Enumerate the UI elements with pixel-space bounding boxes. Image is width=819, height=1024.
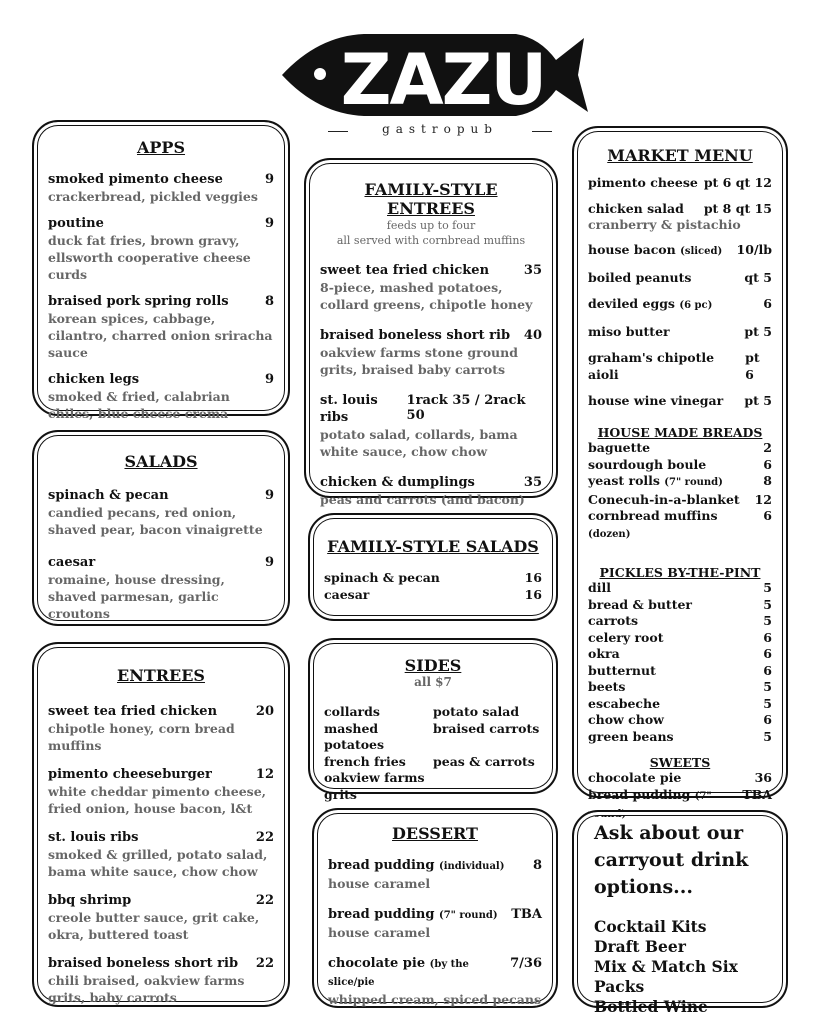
menu-item-row	[48, 171, 274, 188]
menu-item	[48, 215, 274, 283]
item-price: 36	[754, 770, 772, 786]
item-name: spinach & pecan	[324, 570, 440, 585]
market-item	[588, 580, 772, 597]
item-price: 9	[264, 172, 274, 187]
item-price: 5	[763, 580, 772, 596]
menu-item	[48, 171, 274, 205]
family-entrees-section	[304, 158, 558, 507]
item-description: smoked & fried, calabrian chiles, blue cheese crema	[48, 389, 230, 421]
family-salad-item	[324, 587, 542, 604]
item-description: candied pecans, red onion, shaved pear, bacon vinaigrette	[48, 505, 263, 537]
market-item-row	[588, 393, 772, 410]
side-item: peas & carrots	[433, 753, 535, 769]
item-name: bread pudding	[588, 786, 691, 802]
item-price: 6	[763, 662, 772, 678]
item-name: braised pork spring rolls	[48, 294, 229, 309]
carryout-heading-3: options...	[594, 876, 693, 898]
item-name-wrap	[328, 857, 504, 875]
item-description: house caramel	[328, 925, 431, 940]
item-name: braised boneless short rib	[48, 956, 239, 971]
item-price: 10/lb	[736, 241, 772, 257]
item-name: bread pudding	[328, 907, 435, 922]
family-salad-item	[324, 570, 542, 587]
item-name: chow chow	[588, 712, 664, 728]
market-item-row	[588, 201, 772, 218]
market-item	[588, 613, 772, 630]
logo-text: ZAZU	[340, 39, 546, 120]
market-item-row	[588, 350, 772, 383]
market-item-row	[588, 613, 772, 630]
item-name: chocolate pie	[588, 770, 682, 786]
market-item-row	[588, 457, 772, 474]
item-name-wrap	[588, 175, 698, 192]
item-name: pimento cheeseburger	[48, 767, 212, 782]
menu-item	[320, 392, 542, 460]
item-name: sweet tea fried chicken	[320, 263, 490, 278]
item-name-wrap	[588, 613, 638, 630]
carryout-heading-1: Ask about our	[594, 822, 744, 844]
entrees-section	[32, 642, 290, 1007]
item-price: 8	[532, 858, 542, 873]
market-item	[588, 201, 772, 233]
item-name-wrap	[588, 729, 674, 746]
item-price: TBA	[742, 786, 772, 802]
item-tag: (7" round)	[588, 790, 712, 821]
item-name-wrap	[588, 242, 722, 261]
item-name: sourdough boule	[588, 456, 707, 472]
apps-section	[32, 120, 290, 421]
item-name-wrap	[588, 201, 684, 218]
menu-item-row	[48, 487, 274, 504]
menu-item	[48, 703, 274, 754]
menu-item-row	[48, 371, 274, 388]
item-name-wrap	[588, 646, 620, 663]
carryout-item: Bottled Wine	[594, 997, 708, 1016]
zazu-fish-logo	[278, 30, 590, 120]
item-price: 9	[264, 216, 274, 231]
menu-item-row	[328, 955, 542, 991]
item-price: pt 6 qt 12	[703, 174, 772, 190]
market-item	[588, 712, 772, 729]
item-name-wrap	[588, 696, 660, 713]
carryout-item: Mix & Match Six Packs	[594, 957, 738, 996]
entrees-title: ENTREES	[117, 666, 205, 685]
item-price: TBA	[511, 907, 542, 922]
menu-item-row	[48, 554, 274, 571]
item-tag: (6 pc)	[679, 299, 713, 311]
item-description: cranberry & pistachio	[588, 217, 741, 233]
menu-item-row	[48, 703, 274, 720]
family-entrees-title: FAMILY-STYLE ENTREES	[364, 180, 498, 218]
market-item-row	[588, 580, 772, 597]
market-item-row	[588, 296, 772, 315]
fish-eye-icon	[314, 68, 326, 80]
menu-item-row	[320, 327, 542, 344]
side-item: collards	[324, 704, 380, 719]
item-name: graham's chipotle aioli	[588, 350, 715, 382]
market-item-row	[588, 630, 772, 647]
market-item	[588, 324, 772, 341]
menu-item-row	[48, 955, 274, 972]
item-description: 8-piece, mashed potatoes, collard greens, chipotle honey	[320, 280, 533, 312]
item-description: creole butter sauce, grit cake, okra, buttered toast	[48, 910, 260, 942]
item-price: qt 5	[744, 269, 772, 285]
family-salads-title: FAMILY-STYLE SALADS	[327, 537, 539, 556]
item-description: smoked & grilled, potato salad, bama white sauce, chow chow	[48, 847, 268, 879]
item-name: celery root	[588, 629, 664, 645]
item-price: 6	[763, 456, 772, 472]
side-item: french fries	[324, 753, 406, 769]
item-name-wrap	[588, 270, 691, 287]
item-name: house bacon	[588, 241, 676, 257]
side-item: mashed potatoes	[324, 720, 385, 752]
item-name: chicken salad	[588, 200, 684, 216]
item-name-wrap	[588, 457, 706, 474]
item-price: 20	[255, 704, 274, 719]
market-section	[572, 126, 788, 821]
market-item-row	[588, 175, 772, 192]
item-tag: (dozen)	[588, 528, 631, 540]
item-price: 7/36	[510, 956, 542, 971]
item-name-wrap	[588, 679, 625, 696]
market-item	[588, 630, 772, 647]
market-item	[588, 646, 772, 663]
item-description: crackerbread, pickled veggies	[48, 189, 258, 204]
item-name-wrap	[588, 663, 656, 680]
item-tag: (7" round)	[664, 477, 723, 489]
menu-item-row	[48, 829, 274, 846]
menu-item	[48, 829, 274, 880]
market-item	[588, 597, 772, 614]
menu-item-row	[48, 892, 274, 909]
item-name-wrap	[588, 580, 611, 597]
item-price: 5	[763, 695, 772, 711]
item-name: chicken & dumplings	[320, 475, 475, 490]
item-name: boiled peanuts	[588, 269, 692, 285]
item-name: sweet tea fried chicken	[48, 704, 218, 719]
item-description: oakview farms stone ground grits, braised baby carrots	[320, 345, 518, 377]
menu-item-row	[328, 906, 542, 924]
item-price: 5	[763, 613, 772, 629]
item-price: pt 5	[744, 392, 772, 408]
salads-section	[32, 430, 290, 626]
carryout-heading-2: carryout drink	[594, 849, 749, 871]
market-item	[588, 663, 772, 680]
item-name-wrap	[328, 906, 498, 924]
item-price: 12	[754, 491, 772, 507]
market-item	[588, 440, 772, 457]
menu-item	[48, 955, 274, 1006]
market-item-row	[588, 712, 772, 729]
item-name: smoked pimento cheese	[48, 172, 223, 187]
item-name: st. louis ribs	[320, 393, 378, 425]
menu-item	[48, 554, 274, 622]
market-item-row	[588, 663, 772, 680]
menu-item	[48, 766, 274, 817]
menu-item	[328, 857, 542, 892]
item-name: yeast rolls	[588, 473, 660, 489]
item-name: pimento cheese	[588, 174, 698, 190]
menu-item-row	[48, 293, 274, 310]
market-item	[588, 457, 772, 474]
item-description: chipotle honey, corn bread muffins	[48, 721, 235, 753]
side-item: potato salad	[433, 704, 520, 719]
item-name-wrap	[588, 770, 681, 787]
item-name-wrap	[328, 955, 510, 991]
item-name: poutine	[48, 216, 104, 231]
salads-title: SALADS	[124, 452, 198, 471]
item-price: 22	[255, 893, 274, 908]
menu-item	[48, 892, 274, 943]
item-price: 6	[763, 712, 772, 728]
item-description: white cheddar pimento cheese, fried onion, house bacon, l&t	[48, 784, 267, 816]
sides-note: all $7	[414, 675, 452, 689]
item-description: peas and carrots (and bacon)	[320, 492, 525, 507]
item-name-wrap	[588, 324, 670, 341]
market-item	[588, 770, 772, 787]
item-description: potato salad, collards, bama white sauce, chow chow	[320, 427, 518, 459]
menu-item	[320, 474, 542, 508]
item-name: okra	[588, 646, 620, 662]
item-name: dill	[588, 580, 611, 596]
market-item	[588, 729, 772, 746]
market-item-row	[588, 646, 772, 663]
pickles-title: PICKLES BY-THE-PINT	[599, 565, 761, 581]
apps-title: APPS	[136, 138, 186, 157]
carryout-section	[572, 810, 788, 1016]
item-price: 35	[523, 475, 542, 490]
item-price: pt 8 qt 15	[703, 200, 772, 216]
item-name: st. louis ribs	[48, 830, 139, 845]
menu-item	[328, 906, 542, 941]
menu-item	[48, 487, 274, 538]
market-item-row	[588, 597, 772, 614]
logo-subtitle: gastropub	[330, 122, 550, 136]
item-name: miso butter	[588, 324, 670, 340]
item-name-wrap	[588, 712, 664, 729]
carryout-item: Draft Beer	[594, 937, 686, 956]
item-name: cornbread muffins	[588, 508, 718, 524]
item-name: beets	[588, 679, 626, 695]
item-description: duck fat fries, brown gravy, ellsworth cooperative cheese curds	[48, 233, 251, 282]
item-price: 5	[763, 679, 772, 695]
family-salads-section	[308, 513, 558, 621]
item-price: 16	[524, 586, 542, 602]
item-name-wrap	[588, 440, 650, 457]
sides-section	[308, 638, 558, 802]
menu-item-row	[48, 766, 274, 783]
item-price: 2	[763, 440, 772, 456]
breads-title: HOUSE MADE BREADS	[597, 425, 763, 441]
item-price: 5	[763, 596, 772, 612]
item-name: chocolate pie	[328, 956, 426, 971]
item-price: 9	[264, 555, 274, 570]
item-name-wrap	[588, 350, 745, 383]
item-name: house wine vinegar	[588, 392, 724, 408]
item-price: 6	[763, 629, 772, 645]
market-item	[588, 473, 772, 492]
item-name: bread & butter	[588, 596, 693, 612]
menu-item-row	[328, 857, 542, 875]
sweets-title: SWEETS	[649, 755, 711, 771]
item-price: 1rack 35 / 2rack 50	[406, 393, 526, 423]
item-price: 22	[255, 956, 274, 971]
item-name-wrap	[588, 508, 763, 543]
item-price: 9	[264, 488, 274, 503]
item-name: baguette	[588, 440, 651, 456]
market-item	[588, 508, 772, 543]
menu-item	[320, 327, 542, 378]
market-item-row	[588, 729, 772, 746]
item-name-wrap	[588, 630, 664, 647]
market-item-row	[588, 324, 772, 341]
item-price: 6	[763, 295, 772, 311]
market-item-row	[588, 440, 772, 457]
item-description: house caramel	[328, 876, 431, 891]
market-item	[588, 296, 772, 315]
item-price: 6	[763, 646, 772, 662]
family-entrees-note-1: feeds up to four	[386, 219, 476, 232]
dessert-title: DESSERT	[392, 824, 478, 843]
market-item	[588, 492, 772, 509]
market-item-row	[588, 770, 772, 787]
item-name: chicken legs	[48, 372, 140, 387]
item-price: 8	[763, 473, 772, 489]
item-name: spinach & pecan	[48, 488, 169, 503]
item-price: 5	[763, 728, 772, 744]
side-item: braised carrots	[433, 720, 540, 736]
market-item	[588, 242, 772, 261]
item-tag: (individual)	[438, 861, 505, 872]
market-item-row	[588, 508, 772, 543]
menu-item-row	[48, 215, 274, 232]
item-name-wrap	[588, 393, 723, 410]
sides-title: SIDES	[404, 656, 462, 675]
carryout-item: Cocktail Kits	[594, 917, 707, 936]
item-price: 40	[523, 328, 542, 343]
item-price: 35	[523, 263, 542, 278]
market-item	[588, 270, 772, 287]
item-description: whipped cream, spiced pecans	[328, 992, 542, 1007]
item-description: chili braised, oakview farms grits, baby carrots	[48, 973, 245, 1005]
item-name: bread pudding	[328, 858, 435, 873]
family-entrees-note-2: all served with cornbread muffins	[336, 234, 526, 247]
menu-item	[48, 371, 274, 422]
menu-item	[320, 262, 542, 313]
dessert-section	[312, 808, 558, 1008]
item-name: carrots	[588, 613, 639, 629]
menu-item-row	[320, 262, 542, 279]
market-item-row	[588, 679, 772, 696]
item-name: Conecuh-in-a-blanket	[588, 491, 740, 507]
market-item	[588, 393, 772, 410]
item-name-wrap	[588, 597, 692, 614]
market-item	[588, 175, 772, 192]
menu-item-row	[320, 392, 542, 426]
item-price: pt 5	[744, 324, 772, 340]
item-price: 6	[763, 508, 772, 524]
item-price: 12	[255, 767, 274, 782]
item-name: green beans	[588, 728, 674, 744]
item-name-wrap	[588, 296, 712, 315]
market-item	[588, 696, 772, 713]
market-title: MARKET MENU	[607, 146, 753, 165]
item-name: escabeche	[588, 695, 661, 711]
item-name: braised boneless short rib	[320, 328, 511, 343]
item-description: romaine, house dressing, shaved parmesan, garlic croutons	[48, 572, 225, 621]
item-price: 16	[524, 570, 542, 585]
item-name-wrap	[588, 473, 723, 492]
item-price: 9	[264, 372, 274, 387]
menu-item-row	[320, 474, 542, 491]
menu-item	[48, 293, 274, 361]
market-item	[588, 679, 772, 696]
market-item-row	[588, 270, 772, 287]
menu-item	[328, 955, 542, 1008]
item-price: pt 6	[745, 350, 760, 382]
item-name-wrap	[588, 492, 740, 509]
item-name: deviled eggs	[588, 295, 675, 311]
market-item	[588, 350, 772, 383]
item-name: caesar	[324, 586, 370, 602]
side-item: oakview farms grits	[324, 770, 425, 802]
market-item-row	[588, 242, 772, 261]
item-price: 8	[264, 294, 274, 309]
item-price: 22	[255, 830, 274, 845]
market-item-row	[588, 473, 772, 492]
item-name: butternut	[588, 662, 656, 678]
item-tag: (by the slice/pie	[328, 959, 469, 988]
item-name: bbq shrimp	[48, 893, 132, 908]
item-tag: (7" round)	[438, 910, 498, 921]
item-description: korean spices, cabbage, cilantro, charred onion sriracha sauce	[48, 311, 273, 360]
market-item-row	[588, 696, 772, 713]
market-item-row	[588, 492, 772, 509]
item-name: caesar	[48, 555, 96, 570]
item-tag: (sliced)	[680, 245, 723, 257]
